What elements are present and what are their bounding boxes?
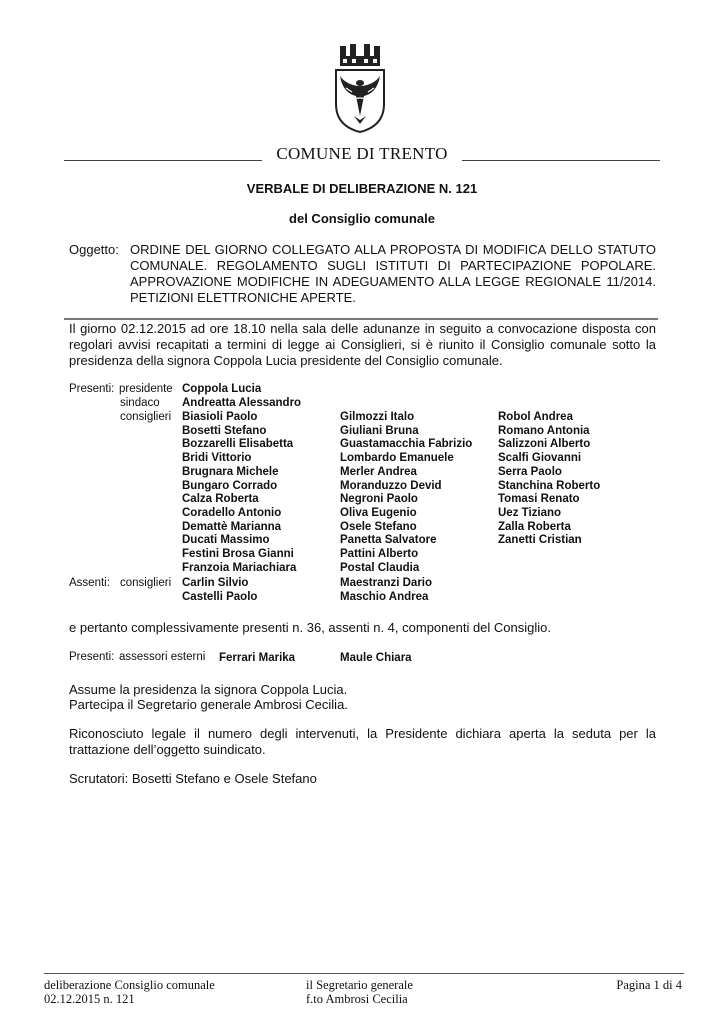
segretario-line: Partecipa il Segretario generale Ambrosi Cecilia. bbox=[69, 697, 348, 712]
list-item: Brugnara Michele bbox=[182, 465, 279, 478]
footer-middle bbox=[306, 978, 413, 1006]
assessore-name: Maule Chiara bbox=[340, 652, 412, 664]
assenti-label: Assenti: bbox=[69, 577, 110, 589]
list-item: Calza Roberta bbox=[182, 493, 259, 506]
list-item: Maschio Andrea bbox=[340, 590, 429, 603]
comune-name: COMUNE DI TRENTO bbox=[276, 144, 448, 163]
assenti-consiglieri-label: consiglieri bbox=[120, 577, 172, 589]
consiglieri-col-1 bbox=[182, 411, 296, 575]
list-item: Tomasi Renato bbox=[498, 493, 580, 506]
sindaco-name: Andreatta Alessandro bbox=[182, 397, 302, 409]
list-item: Castelli Paolo bbox=[182, 590, 258, 603]
footer-left-line2: 02.12.2015 n. 121 bbox=[44, 992, 135, 1006]
list-item: Oliva Eugenio bbox=[340, 506, 417, 519]
document-subtitle: del Consiglio comunale bbox=[289, 211, 435, 226]
footer-left-line1: deliberazione Consiglio comunale bbox=[44, 978, 215, 992]
consiglieri-col-3 bbox=[498, 411, 600, 548]
list-item: Panetta Salvatore bbox=[340, 534, 437, 547]
list-item: Lombardo Emanuele bbox=[340, 452, 454, 465]
list-item: Osele Stefano bbox=[340, 520, 417, 533]
heading-divider-right bbox=[462, 160, 660, 161]
oggetto-label: Oggetto: bbox=[69, 242, 119, 257]
list-item: Carlin Silvio bbox=[182, 577, 249, 589]
assenti-col-2 bbox=[340, 577, 432, 604]
list-item: Salizzoni Alberto bbox=[498, 438, 591, 451]
scrutatori-line: Scrutatori: Bosetti Stefano e Osele Stefano bbox=[69, 771, 317, 786]
riconosciuto-paragraph: Riconosciuto legale il numero degli intervenuti, la Presidente dichiara aperta la seduta per la trattazione dell’oggetto suindicato. bbox=[69, 726, 656, 757]
list-item: Pattini Alberto bbox=[340, 548, 419, 561]
assessori-presenti-label: Presenti: bbox=[69, 651, 115, 663]
list-item: Scalfi Giovanni bbox=[498, 452, 582, 465]
oggetto-text: ORDINE DEL GIORNO COLLEGATO ALLA PROPOSTA DI MODIFICA DELLO STATUTO COMUNALE. REGOLAMENTO SUGLI ISTITUTI DI PARTECIPAZIONE POPOLARE. APPROVAZIONE MODIFICHE IN ADEGUAMENTO ALLA LEGGE REGIONALE 11/2014. PETIZIONI ELETTRONICHE APERTE. bbox=[130, 242, 656, 305]
list-item: Biasioli Paolo bbox=[182, 411, 258, 423]
list-item: Bridi Vittorio bbox=[182, 452, 252, 465]
list-item: Franzoia Mariachiara bbox=[182, 561, 297, 574]
list-item: Demattè Marianna bbox=[182, 520, 282, 533]
city-crest-icon bbox=[332, 42, 388, 134]
footer-mid-line2: f.to Ambrosi Cecilia bbox=[306, 992, 408, 1006]
document-title: VERBALE DI DELIBERAZIONE N. 121 bbox=[246, 181, 478, 196]
list-item: Uez Tiziano bbox=[498, 506, 562, 519]
list-item: Maestranzi Dario bbox=[340, 577, 433, 589]
comune-heading bbox=[0, 144, 724, 166]
list-item: Bozzarelli Elisabetta bbox=[182, 438, 294, 451]
footer-divider bbox=[44, 973, 684, 974]
list-item: Serra Paolo bbox=[498, 465, 562, 478]
presidente-label: presidente bbox=[119, 383, 173, 395]
footer-mid-line1: il Segretario generale bbox=[306, 978, 413, 992]
presenti-label: Presenti: bbox=[69, 383, 115, 395]
intro-paragraph: Il giorno 02.12.2015 ad ore 18.10 nella sala delle adunanze in seguito a convocazione disposta con regolari avvisi recapitati a termini di legge ai Consiglieri, si è riunito il Consiglio comunale sotto la presidenza della signora Coppola Lucia presidente del Consiglio comunale. bbox=[69, 321, 656, 368]
list-item: Giuliani Bruna bbox=[340, 424, 419, 437]
list-item: Coradello Antonio bbox=[182, 506, 282, 519]
footer-left bbox=[44, 978, 215, 1006]
list-item: Zalla Roberta bbox=[498, 520, 571, 533]
summary-paragraph: e pertanto complessivamente presenti n. 36, assenti n. 4, componenti del Consiglio. bbox=[69, 620, 551, 635]
list-item: Robol Andrea bbox=[498, 411, 573, 423]
heading-divider-left bbox=[64, 160, 262, 161]
page-number: Pagina 1 di 4 bbox=[616, 978, 682, 992]
list-item: Zanetti Cristian bbox=[498, 534, 582, 547]
presidente-name: Coppola Lucia bbox=[182, 383, 262, 395]
consiglieri-col-2 bbox=[340, 411, 472, 575]
list-item: Merler Andrea bbox=[340, 465, 417, 478]
list-item: Romano Antonia bbox=[498, 424, 590, 437]
list-item: Gilmozzi Italo bbox=[340, 411, 415, 423]
consiglieri-label: consiglieri bbox=[120, 411, 172, 423]
list-item: Negroni Paolo bbox=[340, 493, 418, 506]
list-item: Bosetti Stefano bbox=[182, 424, 267, 437]
sindaco-label: sindaco bbox=[120, 397, 160, 409]
section-divider bbox=[64, 318, 658, 320]
assessore-name: Ferrari Marika bbox=[219, 652, 296, 664]
list-item: Postal Claudia bbox=[340, 561, 420, 574]
list-item: Festini Brosa Gianni bbox=[182, 548, 294, 561]
list-item: Stanchina Roberto bbox=[498, 479, 601, 492]
assessori-role: assessori esterni bbox=[119, 651, 206, 663]
list-item: Moranduzzo Devid bbox=[340, 479, 442, 492]
list-item: Bungaro Corrado bbox=[182, 479, 278, 492]
presidenza-line: Assume la presidenza la signora Coppola Lucia. bbox=[69, 682, 348, 697]
list-item: Ducati Massimo bbox=[182, 534, 270, 547]
list-item: Guastamacchia Fabrizio bbox=[340, 438, 473, 451]
assenti-col-1 bbox=[182, 577, 257, 604]
